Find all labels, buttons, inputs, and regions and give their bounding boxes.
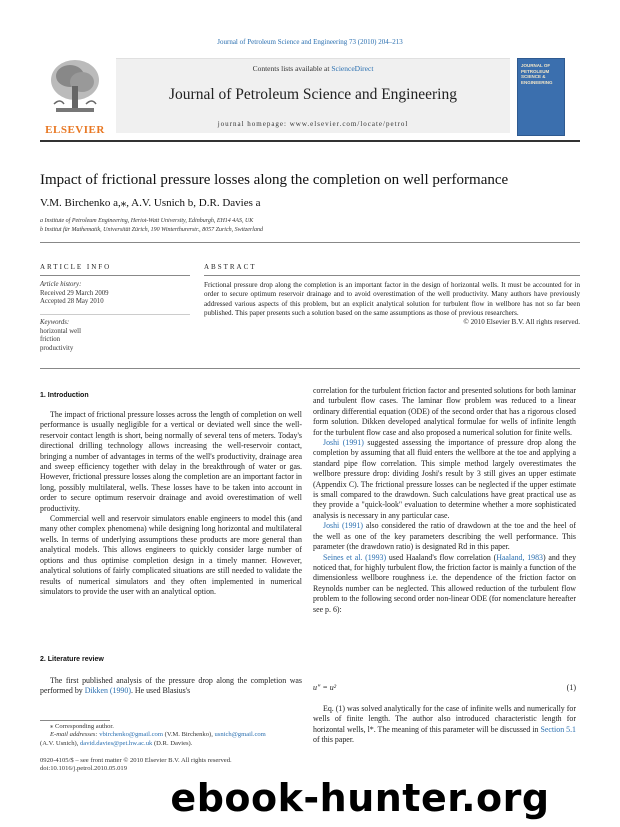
email-link[interactable]: david.davies@pet.hw.ac.uk bbox=[80, 739, 153, 747]
email-link[interactable]: vbirchenko@gmail.com bbox=[99, 731, 163, 739]
issn-line: 0920-4105/$ – see front matter © 2010 Elsevier B.V. All rights reserved. bbox=[40, 757, 232, 764]
cover-line: ENGINEERING bbox=[521, 79, 553, 85]
footnote-rule bbox=[40, 720, 110, 721]
abstract-heading: ABSTRACT bbox=[204, 263, 257, 271]
info-divider bbox=[40, 314, 190, 315]
email-line bbox=[40, 731, 302, 739]
affiliation-b: b Institut für Mathematik, Universität Zürich, 190 Winterthurerstr., 8057 Zurich, Switzerland bbox=[40, 227, 263, 233]
email-owner: (A.V. Usnich), bbox=[40, 739, 80, 747]
right-paragraph bbox=[313, 553, 576, 615]
right-column-body bbox=[313, 386, 576, 615]
citation-link[interactable]: Dikken (1990) bbox=[84, 686, 131, 696]
lit-text: . He used Blasius's bbox=[130, 686, 191, 696]
front-matter bbox=[40, 757, 340, 774]
history-accepted: Accepted 28 May 2010 bbox=[40, 298, 104, 305]
affiliation-a: a Institute of Petroleum Engineering, Heriot-Watt University, Edinburgh, EH14 4AS, UK bbox=[40, 218, 254, 224]
journal-cover-text bbox=[521, 63, 561, 85]
journal-title: Journal of Petroleum Science and Engineering bbox=[169, 86, 457, 103]
history-received: Received 29 March 2009 bbox=[40, 289, 109, 297]
literature-paragraph bbox=[40, 676, 302, 697]
citation-link[interactable]: Joshi (1991) bbox=[323, 521, 364, 531]
keywords-label: Keywords: bbox=[40, 319, 70, 326]
footnotes bbox=[40, 723, 302, 748]
para-text: ) and they noticed that, for highly turbulent flow, the friction factor is mainly a function of the dimensionless wellbore roughness i.e. the dependence of the friction factor on Reynolds number can be neglected. This allowed reduction of the turbulent flow problem to the following second order non-linear ODE (for nomenclature hereafter see p. 6): bbox=[313, 552, 577, 614]
email-owner: (D.R. Davies). bbox=[152, 739, 193, 747]
intro-paragraph: Commercial well and reservoir simulators enable engineers to model this (and many other complex phenomena) while designing long horizontal and multilateral wells. In terms of underlying assumptions these products are more general than analytical models. This allows engineers to quickly consider large number of options and thus optimise completion design in a timely manner. However, analytical solutions of fairly complicated situations are still needed to validate the results of numerical simulators and they often implemented in numerical simulators to provide the user with an analytical option. bbox=[40, 514, 302, 596]
right-paragraph bbox=[313, 704, 576, 746]
emails-label: E-mail addresses: bbox=[50, 731, 100, 739]
equation-1: u″ = u² bbox=[313, 683, 337, 692]
contents-line bbox=[116, 64, 510, 73]
literature-heading: 2. Literature review bbox=[40, 656, 104, 663]
abstract-bottom-rule bbox=[40, 368, 580, 369]
journal-homepage[interactable]: journal homepage: www.elsevier.com/locate/petrol bbox=[217, 120, 409, 128]
right-paragraph: correlation for the turbulent friction factor and presented solutions for both laminar and turbulent flow cases. The laminar flow problem was reduced to a linear ordinary differential equation (ODE) of the second order that has a rigorous closed form solution. Dikken developed analytical formulae for wells of infinite length for the turbulent flow case and also proposed a numerical solution for finite wells. bbox=[313, 386, 576, 437]
para-text: also considered the ratio of drawdown at the toe and the heel of the well as one of the key parameters describing the well performance. This parameter (the drawdown ratio) is designated Rd in this paper. bbox=[313, 521, 576, 552]
citation-link[interactable]: Seines et al. (1993) bbox=[323, 552, 387, 562]
para-text: of this paper. bbox=[313, 735, 354, 745]
watermark-text: ebook-hunter.org bbox=[170, 776, 550, 820]
para-text: Eq. (1) was solved analytically for the case of infinite wells and numerically for wells of finite length. The author also introduced characteristic length for horizontal wells, l*. The meaning of this parameter will be discussed in bbox=[313, 704, 576, 734]
abstract-rule bbox=[204, 275, 580, 276]
cover-line: SCIENCE & bbox=[521, 74, 546, 79]
abstract-copyright: © 2010 Elsevier B.V. All rights reserved. bbox=[463, 318, 580, 327]
lit-text: The first published analysis of the pressure drop along the completion was performed by bbox=[40, 676, 302, 696]
author-list: V.M. Birchenko a,⁎, A.V. Usnich b, D.R. Davies a bbox=[40, 197, 261, 209]
abstract-text bbox=[204, 281, 580, 327]
citation-link[interactable]: Haaland, 1983 bbox=[496, 552, 543, 562]
cover-line: PETROLEUM bbox=[521, 68, 550, 74]
section-link[interactable]: Section 5.1 bbox=[540, 724, 576, 734]
contents-prefix: Contents lists available at bbox=[252, 64, 332, 73]
history-label: Article history: bbox=[40, 281, 82, 288]
keyword: horizontal well bbox=[40, 327, 81, 335]
email-line bbox=[40, 740, 302, 748]
right-paragraph bbox=[313, 521, 576, 552]
intro-heading: 1. Introduction bbox=[40, 392, 89, 399]
right-column-after-eq bbox=[313, 704, 576, 746]
intro-body bbox=[40, 410, 302, 597]
email-link[interactable]: usnich@gmail.com bbox=[214, 731, 266, 739]
abstract-body: Frictional pressure drop along the completion is an important factor in the design of horizontal wells. It must be accounted for in order to secure optimum reservoir drainage and to avoid overestimation of the well productivity. Many authors have previously addressed various aspects of this problem, but an explicit analytical solution for turbulent flow in wellbore has not so far been published. This paper presents such a solution based on the same assumptions as those of previous researchers. bbox=[204, 281, 580, 317]
email-owner: (V.M. Birchenko), bbox=[162, 731, 215, 739]
article-history bbox=[40, 281, 190, 307]
keywords bbox=[40, 319, 190, 353]
para-text: suggested assessing the importance of pressure drop along the completion by assuming that all fluid enters the wellbore at the toe and applying a standard pipe flow correlation. This simple method largely overestimates the wellbore pressure drop: dividing Joshi's result by 3 still gives an upper estimate (Appendix C). The frictional pressure losses can be neglected if the upper estimate is small compared to the drawdown. Such calculations have great practical use as they provide a "quick-look" evaluation to determine whether a more sophisticated analysis is necessary in any particular case. bbox=[313, 438, 577, 520]
para-text: used Haaland's flow correlation ( bbox=[386, 552, 497, 562]
corresponding-author-note: ⁎ Corresponding author. bbox=[50, 723, 114, 730]
sciencedirect-link[interactable]: ScienceDirect bbox=[331, 64, 374, 73]
citation-link[interactable]: Joshi (1991) bbox=[323, 438, 364, 448]
literature-body bbox=[40, 676, 302, 697]
keyword: productivity bbox=[40, 344, 74, 352]
header-divider bbox=[40, 242, 580, 243]
keyword: friction bbox=[40, 336, 61, 343]
doi-line[interactable]: doi:10.1016/j.petrol.2010.05.019 bbox=[40, 765, 127, 773]
article-info-rule bbox=[40, 275, 190, 276]
right-paragraph bbox=[313, 438, 576, 521]
intro-paragraph: The impact of frictional pressure losses across the length of completion on well performance is usually negligible for a vertical or deviated well since the well-reservoir contact length is short, being normally of several tens of meters. Today's directional drilling technology allows increasing the well-reservoir contact, bringing a number of advantages in terms of the well's productivity, drainage area and sweep efficiency together with delay in the breakthrough of water or gas. However, frictional pressure losses along the completion are an important factor in long, possibly multilateral, wells. These losses have to be taken into account in order to secure optimum reservoir drainage and avoid overestimation of well productivity. bbox=[40, 410, 302, 513]
cover-line: JOURNAL OF bbox=[521, 63, 551, 68]
article-info-heading: ARTICLE INFO bbox=[40, 263, 112, 271]
article-title: Impact of frictional pressure losses along the completion on well performance bbox=[40, 172, 509, 188]
elsevier-wordmark: ELSEVIER bbox=[45, 124, 105, 136]
equation-number: (1) bbox=[566, 683, 576, 692]
masthead-rule bbox=[40, 140, 580, 142]
running-head: Journal of Petroleum Science and Engineering 73 (2010) 204–213 bbox=[217, 38, 403, 46]
